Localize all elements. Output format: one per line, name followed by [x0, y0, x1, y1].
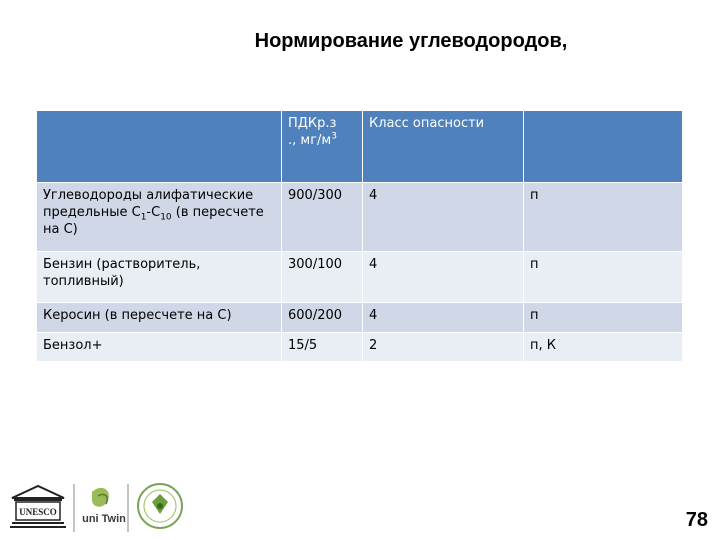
name-sub-1: 1 — [140, 212, 147, 223]
header-pdk-unit: ., мг/м — [288, 133, 332, 148]
table-row — [37, 303, 683, 333]
cell-class: 4 — [363, 303, 524, 333]
table-row — [37, 183, 683, 252]
name-sub-2: 10 — [160, 212, 172, 223]
unesco-logo — [10, 486, 66, 527]
page-number: 78 — [685, 509, 708, 531]
cell-note: п — [524, 252, 683, 303]
round-emblem-logo — [138, 484, 182, 528]
table-row — [37, 333, 683, 362]
header-col4 — [524, 111, 683, 183]
table-header-row — [37, 111, 683, 183]
unesco-text: UNESCO — [19, 507, 57, 517]
header-hazard-class: Класс опасности — [363, 111, 524, 183]
name-part-b: -С — [146, 205, 161, 220]
unitwin-text: uni Twin — [82, 513, 126, 525]
cell-note: п — [524, 303, 683, 333]
cell-class: 4 — [363, 252, 524, 303]
cell-name — [37, 183, 282, 252]
cell-pdk: 600/200 — [282, 303, 363, 333]
table-row — [37, 252, 683, 303]
cell-pdk: 300/100 — [282, 252, 363, 303]
cell-pdk: 900/300 — [282, 183, 363, 252]
header-pdk-sup: 3 — [331, 131, 337, 142]
name-part-a: Углеводороды алифатические предельные С — [43, 188, 254, 220]
header-col1 — [37, 111, 282, 183]
norm-table — [36, 110, 683, 362]
unitwin-logo — [82, 488, 126, 525]
cell-class: 2 — [363, 333, 524, 362]
header-pdk-main: ПДКр.з — [288, 116, 337, 131]
name-part-c: (в пересчете на С) — [43, 205, 264, 237]
cell-pdk: 15/5 — [282, 333, 363, 362]
cell-name: Бензол+ — [37, 333, 282, 362]
cell-name: Бензин (растворитель, топливный) — [37, 252, 282, 303]
cell-class: 4 — [363, 183, 524, 252]
header-pdk — [282, 111, 363, 183]
cell-note: п — [524, 183, 683, 252]
slide-title: Нормирование углеводородов, — [254, 30, 568, 52]
cell-name: Керосин (в пересчете на С) — [37, 303, 282, 333]
cell-note: п, К — [524, 333, 683, 362]
footer-logos — [8, 480, 198, 536]
